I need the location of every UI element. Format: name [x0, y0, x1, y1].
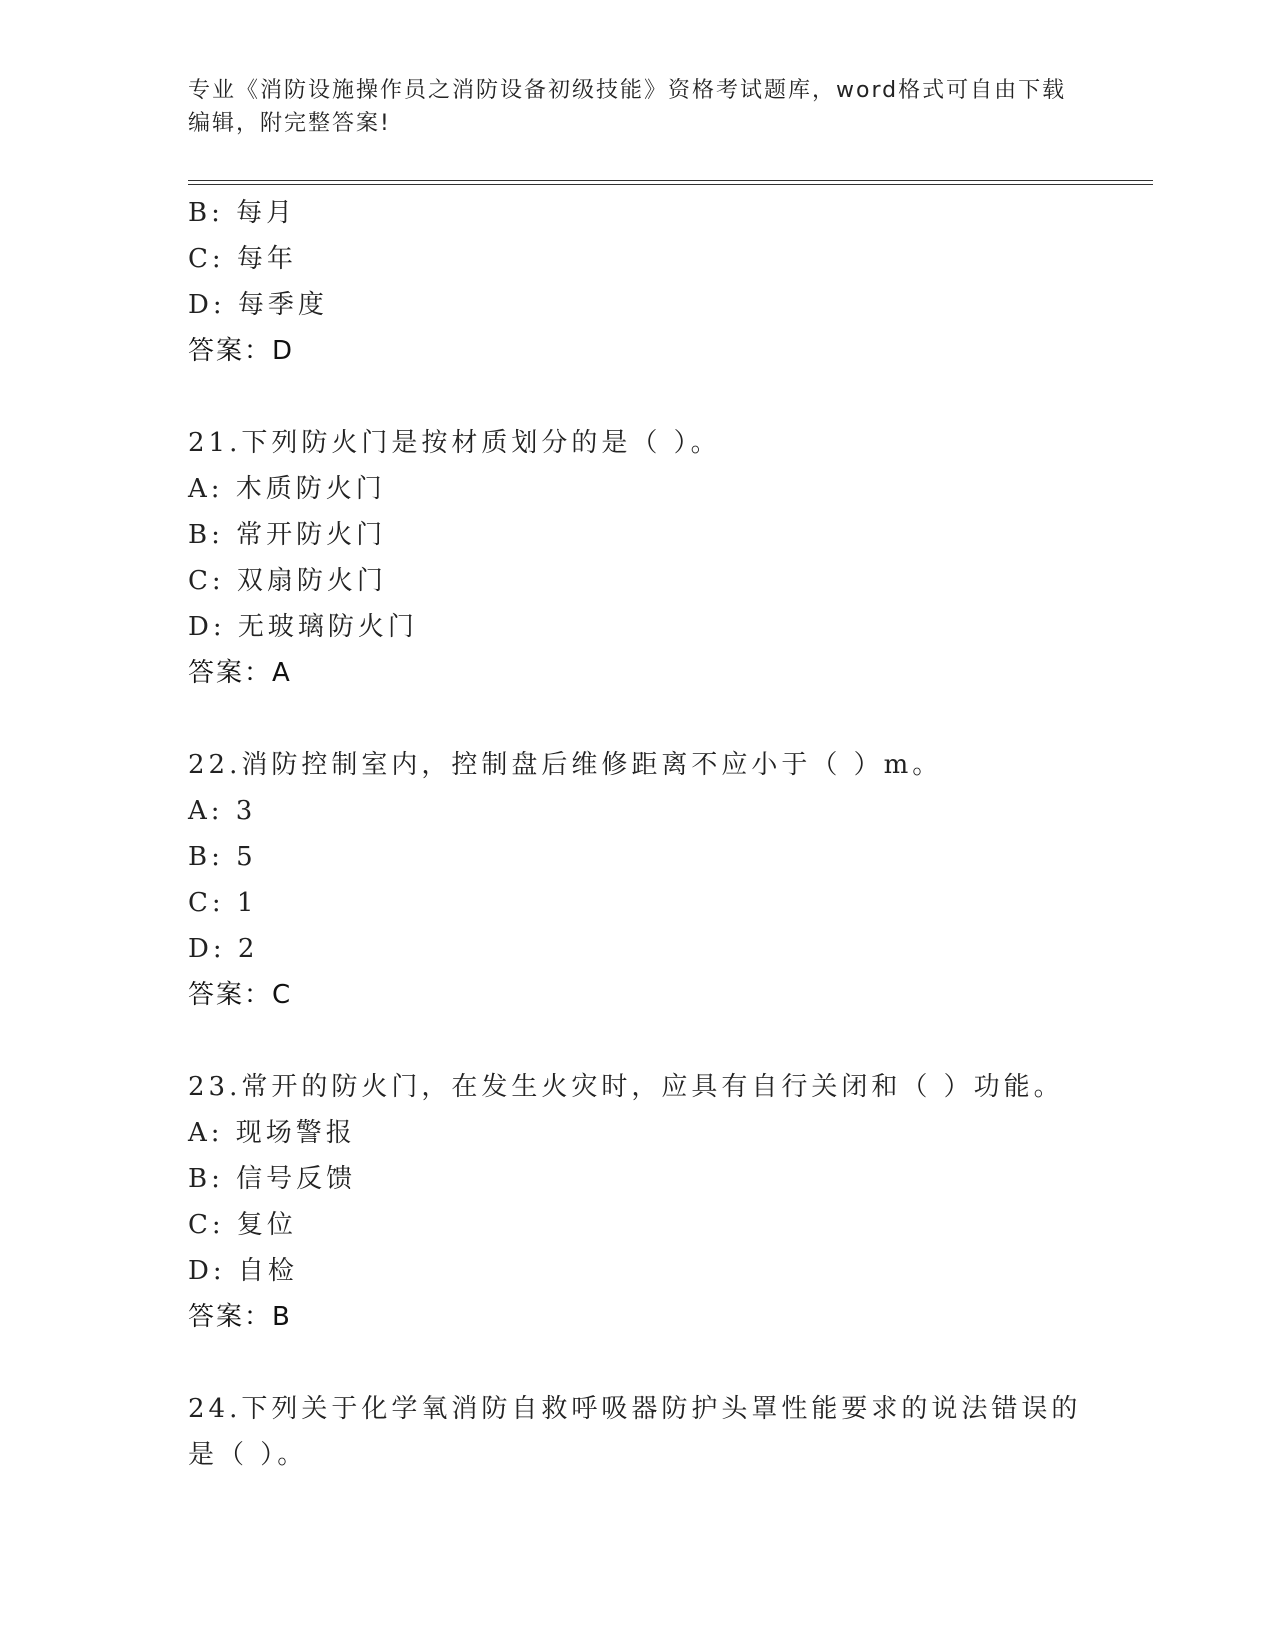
- option-b: B: 常开防火门: [188, 520, 387, 550]
- header-rule-bottom: [188, 184, 1153, 185]
- option-a: A: 木质防火门: [188, 474, 386, 504]
- option-b: B: 每月: [188, 198, 297, 228]
- header-rule-top: [188, 180, 1153, 181]
- option-a: A: 现场警报: [188, 1118, 356, 1148]
- option-c: C: 1: [188, 888, 258, 918]
- option-a: A: 3: [188, 796, 257, 826]
- answer: 答案：C: [188, 980, 293, 1010]
- option-d: D: 自检: [188, 1256, 298, 1286]
- option-b: B: 5: [188, 842, 257, 872]
- answer: 答案：A: [188, 658, 292, 688]
- question-list: [188, 190, 1148, 1478]
- option-d: D: 2: [188, 934, 259, 964]
- question-stem: 22.消防控制室内，控制盘后维修距离不应小于（ ）m。: [188, 750, 943, 780]
- document-header: 专业《消防设施操作员之消防设备初级技能》资格考试题库，word格式可自由下载编辑，附完整答案!: [188, 78, 1067, 136]
- option-c: C: 双扇防火门: [188, 566, 387, 596]
- option-b: B: 信号反馈: [188, 1164, 357, 1194]
- answer: 答案：D: [188, 336, 295, 366]
- answer: 答案：B: [188, 1302, 292, 1332]
- option-d: D: 每季度: [188, 290, 328, 320]
- option-c: C: 复位: [188, 1210, 297, 1240]
- option-c: C: 每年: [188, 244, 297, 274]
- question-stem: 24.下列关于化学氧消防自救呼吸器防护头罩性能要求的说法错误的是（ ）。: [188, 1394, 1082, 1470]
- question-stem: 21.下列防火门是按材质划分的是（ ）。: [188, 428, 721, 458]
- option-d: D: 无玻璃防火门: [188, 612, 418, 642]
- question-stem: 23.常开的防火门，在发生火灾时，应具有自行关闭和（ ）功能。: [188, 1072, 1064, 1102]
